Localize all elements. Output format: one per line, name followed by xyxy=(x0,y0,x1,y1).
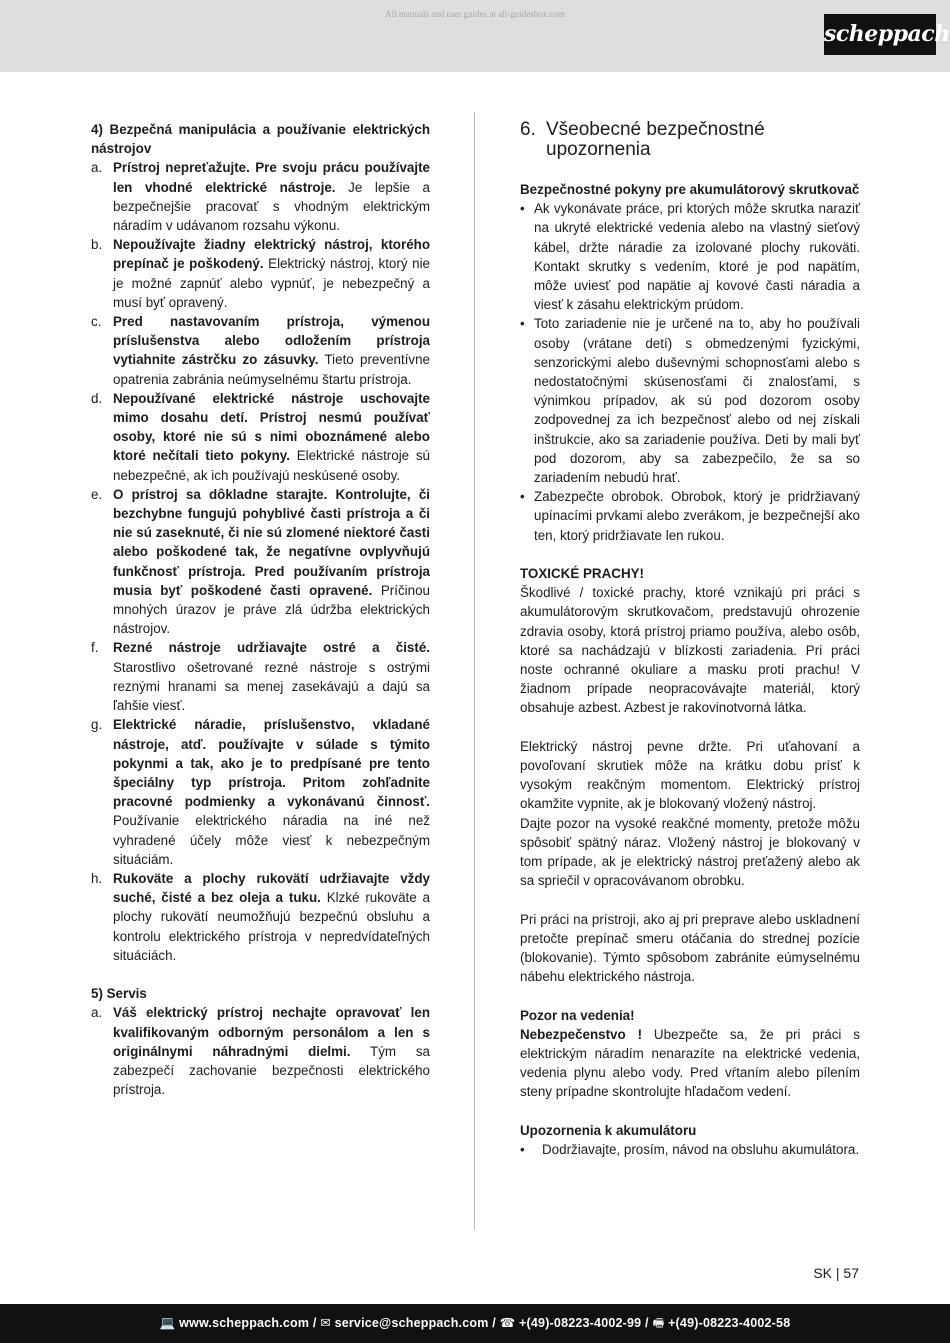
bullet-text: Ak vykonávate práce, pri ktorých môže skrutka naraziť na ukryté elektrické vedenia alebo na vlastný sieťový kábel, držte náradie za izolované plochy rukoväti. Kontakt skrutky s vedením, ktoré je pod napätím, môže uviesť pod napätie aj kovové časti náradia a viesť k zásahu elektrickým prúdom. xyxy=(534,201,860,313)
list-item-text xyxy=(113,485,430,639)
list-item-plain: Je lepšie a bezpečnejšie pracovať s vhodným elektrickým náradím v udávanom rozsahu výkonu. xyxy=(113,179,430,234)
bullet-text: Dodržiavajte, prosím, návod na obsluhu akumulátora. xyxy=(542,1142,860,1158)
bullet-icon: • xyxy=(520,316,525,332)
screwdriver-safety-list xyxy=(520,199,860,545)
toxic-dust-title: TOXICKÉ PRACHY! xyxy=(520,566,645,582)
list-item-bold: Prístroj nepreťažujte. Pre svoju prácu používajte len vhodné elektrické nástroje. xyxy=(113,160,430,195)
list-item-plain: Starostlivo ošetrované rezné nástroje s ostrými reznými hranami sa menej zasekávajú a dajú sa ľahšie viesť. xyxy=(113,659,430,714)
bullet-item xyxy=(520,314,860,487)
list-item-bold: Nepoužívajte žiadny elektrický nástroj, ktorého prepínač je poškodený. xyxy=(113,237,430,272)
section-5-list xyxy=(91,1003,430,1099)
reaction-torque-paragraph: Dajte pozor na vysoké reakčné momenty, pretože môžu spôsobiť spätný náraz. Vložený nástroj je blokovaný v tom prípade, ak je elektrický nástroj preťažený alebo ak sa spriečil v opracovávanom obrobku. xyxy=(520,815,860,889)
left-column xyxy=(91,120,430,1099)
list-item-bold: Rezné nástroje udržiavajte ostré a čisté. xyxy=(113,640,430,656)
list-item-text xyxy=(113,158,430,235)
chapter-number: 6. xyxy=(520,119,536,140)
column-divider xyxy=(474,112,475,1230)
list-item-text xyxy=(113,1003,430,1099)
list-item xyxy=(91,312,430,389)
transport-paragraph: Pri práci na prístroji, ako aj pri preprave alebo uskladnení pretočte prepínač smeru otáčania do strednej pozície (blokovanie). Týmto spôsobom zabránite eúmyselnému nábehu elektrického nástroja. xyxy=(520,911,860,985)
bullet-item xyxy=(520,1140,860,1159)
section-4-list xyxy=(91,158,430,965)
danger-text: Ubezpečte sa, že pri práci s elektrickým náradím nenarazíte na elektrické vedenia, vedenia plynu alebo vody. Pred vŕtaním alebo pílením steny prípadne skontrolujte hľadačom vedení. xyxy=(520,1026,860,1100)
screwdriver-safety-title: Bezpečnostné pokyny pre akumulátorový skrutkovač xyxy=(520,182,860,197)
fax-icon: 🖷 xyxy=(652,1316,665,1330)
list-item-bold: Elektrické náradie, príslušenstvo, vkladané nástroje, atď. používajte v súlade s týmito pokynmi a tak, ako je to predpísané pre tento špeciálny typ prístroja. Pritom zohľadnite pracovné podmienky a vykonávanú činnosť. xyxy=(113,717,430,810)
brand-logo: scheppach xyxy=(824,14,936,55)
list-item-bold: Pred nastavovaním prístroja, výmenou príslušenstva alebo odložením prístroja vytiahnite zástrčku zo zásuvky. xyxy=(113,314,430,368)
list-marker: a. xyxy=(91,1005,103,1021)
list-item-plain: Elektrický nástroj, ktorý nie je možné zapnúť alebo vypnúť, je nebezpečný a musí byť opravený. xyxy=(113,256,430,310)
list-item-bold: O prístroj sa dôkladne starajte. Kontrolujte, či bezchybne fungujú pohyblivé časti prístroja a či nie sú zaseknuté, či nie sú zlomené niektoré časti alebo poškodené tak, že negatívne ovplyvňujú funkčnosť prístroja. Pred používaním prístroja musia byť poškodené časti opravené. xyxy=(113,486,430,598)
list-item-plain: Klzké rukoväte a plochy rukovätí neumožňujú bezpečnú obsluhu a kontrolu elektrického prístroja v nepredvídateľných situáciách. xyxy=(113,890,431,963)
list-item-text xyxy=(113,869,430,965)
list-item-plain: Používanie elektrického náradia na iné než vyhradené účely môže viesť k nebezpečným situáciám. xyxy=(113,813,430,867)
bullet-item xyxy=(520,199,860,314)
phone-number: +(49)-08223-4002-99 / xyxy=(519,1316,649,1330)
section-4-title: 4) Bezpečná manipulácia a používanie elektrických nástrojov xyxy=(91,122,430,157)
list-marker: g. xyxy=(91,717,103,733)
list-item xyxy=(91,235,430,312)
list-marker: c. xyxy=(91,314,102,330)
phone-icon: ☎ xyxy=(499,1316,516,1330)
top-banner xyxy=(0,0,950,72)
list-item xyxy=(91,715,430,869)
computer-icon: 💻 xyxy=(159,1316,176,1330)
bullet-text: Toto zariadenie nie je určené na to, aby ho používali osoby (vrátane detí) s obmedzenými fyzickými, senzorickými alebo duševnými schopnosťami alebo s nedostatočnými skúsenosťami či znalosťami, s výnimkou prípadov, ak sú pod dozorom osoby zodpovednej za ich bezpečnosť alebo od nej získali inštrukcie, ako sa zariadenie používa. Deti by mali byť pod dozorom, aby sa zabezpečilo, že sa so zariadením nebudú hrať. xyxy=(534,316,860,486)
bullet-icon: • xyxy=(520,489,525,505)
battery-notes-list xyxy=(520,1140,860,1159)
chapter-title: Všeobecné bezpečnostné upozornenia xyxy=(546,119,765,160)
toxic-dust-text: Škodlivé / toxické prachy, ktoré vznikajú pri práci s akumulátorovým skrutkovačom, predstavujú ohrozenie zdravia osoby, ktorá prístroj priamo používa, alebo osôb, ktoré sa nachádzajú v blízkosti zariadenia. Pri práci noste ochranné okuliare a masku proti prachu! V žiadnom prípade neopracovávajte materiál, ktorý obsahuje azbest. Azbest je rakovinotvorná látka. xyxy=(520,585,860,716)
list-marker: f. xyxy=(91,640,99,656)
list-item-text xyxy=(113,389,430,485)
list-item-plain: Tým sa zabezpečí zachovanie bezpečnosti elektrického prístroja. xyxy=(113,1043,430,1098)
list-item xyxy=(91,638,430,715)
list-item-plain: Tieto preventívne opatrenia zabránia neúmyselnému štartu prístroja. xyxy=(113,352,430,387)
list-item-bold: Rukoväte a plochy rukovätí udržiavajte vždy suché, čisté a bez oleja a tuku. xyxy=(113,870,430,906)
watermark-link[interactable]: All manuals and user guides at all-guidesbox.com xyxy=(385,9,565,19)
list-marker: h. xyxy=(91,870,103,886)
mail-icon: ✉ xyxy=(320,1316,331,1330)
list-item xyxy=(91,1003,430,1099)
list-item-bold: Váš elektrický prístroj nechajte opravovať len kvalifikovaným odborným personálom a len s originálnymi náhradnými dielmi. xyxy=(113,1005,430,1059)
bullet-icon: • xyxy=(520,1142,525,1158)
right-column xyxy=(520,120,860,1159)
contact-footer xyxy=(0,1304,950,1343)
fax-number: +(49)-08223-4002-58 xyxy=(668,1316,791,1330)
chapter-heading xyxy=(520,120,860,160)
danger-label: Nebezpečenstvo ! xyxy=(520,1026,643,1042)
danger-paragraph xyxy=(520,1025,860,1102)
email-link[interactable]: service@scheppach.com / xyxy=(334,1316,496,1330)
list-item-text xyxy=(113,638,430,715)
list-item-plain: Príčinou mnohých úrazov je práve zlá údržba elektrických nástrojov. xyxy=(113,582,430,637)
bullet-icon: • xyxy=(520,201,525,217)
list-item xyxy=(91,389,430,485)
list-item xyxy=(91,485,430,639)
page-number: SK | 57 xyxy=(813,1265,859,1281)
list-item-plain: Elektrické nástroje sú nebezpečné, ak ich používajú neskúsené osoby. xyxy=(113,448,430,483)
list-marker: e. xyxy=(91,486,103,502)
list-item-text xyxy=(113,235,430,312)
battery-notes-title: Upozornenia k akumulátoru xyxy=(520,1122,697,1138)
hold-tool-paragraph: Elektrický nástroj pevne držte. Pri uťahovaní a povoľovaní skrutiek môže na krátku dobu prísť k vysokým reakčným momentom. Elektrický prístroj okamžite vypnite, ak je blokovaný vložený nástroj. xyxy=(520,738,860,812)
list-marker: d. xyxy=(91,390,103,406)
bullet-text: Zabezpečte obrobok. Obrobok, ktorý je pridržiavaný upínacími prvkami alebo zverákom, je bezpečnejší ako ten, ktorý pridržiavate len rukou. xyxy=(534,489,860,543)
list-marker: b. xyxy=(91,237,103,253)
list-item-text xyxy=(113,312,430,389)
bullet-item xyxy=(520,487,860,545)
list-item xyxy=(91,158,430,235)
list-item-text xyxy=(113,715,430,869)
list-item-bold: Nepoužívané elektrické nástroje uschovajte mimo dosahu detí. Prístroj nesmú používať osoby, ktoré nie sú s nimi oboznámené alebo ktoré nečítali tieto pokyny. xyxy=(113,390,430,464)
website-link[interactable]: www.scheppach.com / xyxy=(179,1316,317,1330)
section-5-title: 5) Servis xyxy=(91,986,147,1002)
list-marker: a. xyxy=(91,160,103,176)
lines-warning-title: Pozor na vedenia! xyxy=(520,1007,635,1023)
list-item xyxy=(91,869,430,965)
